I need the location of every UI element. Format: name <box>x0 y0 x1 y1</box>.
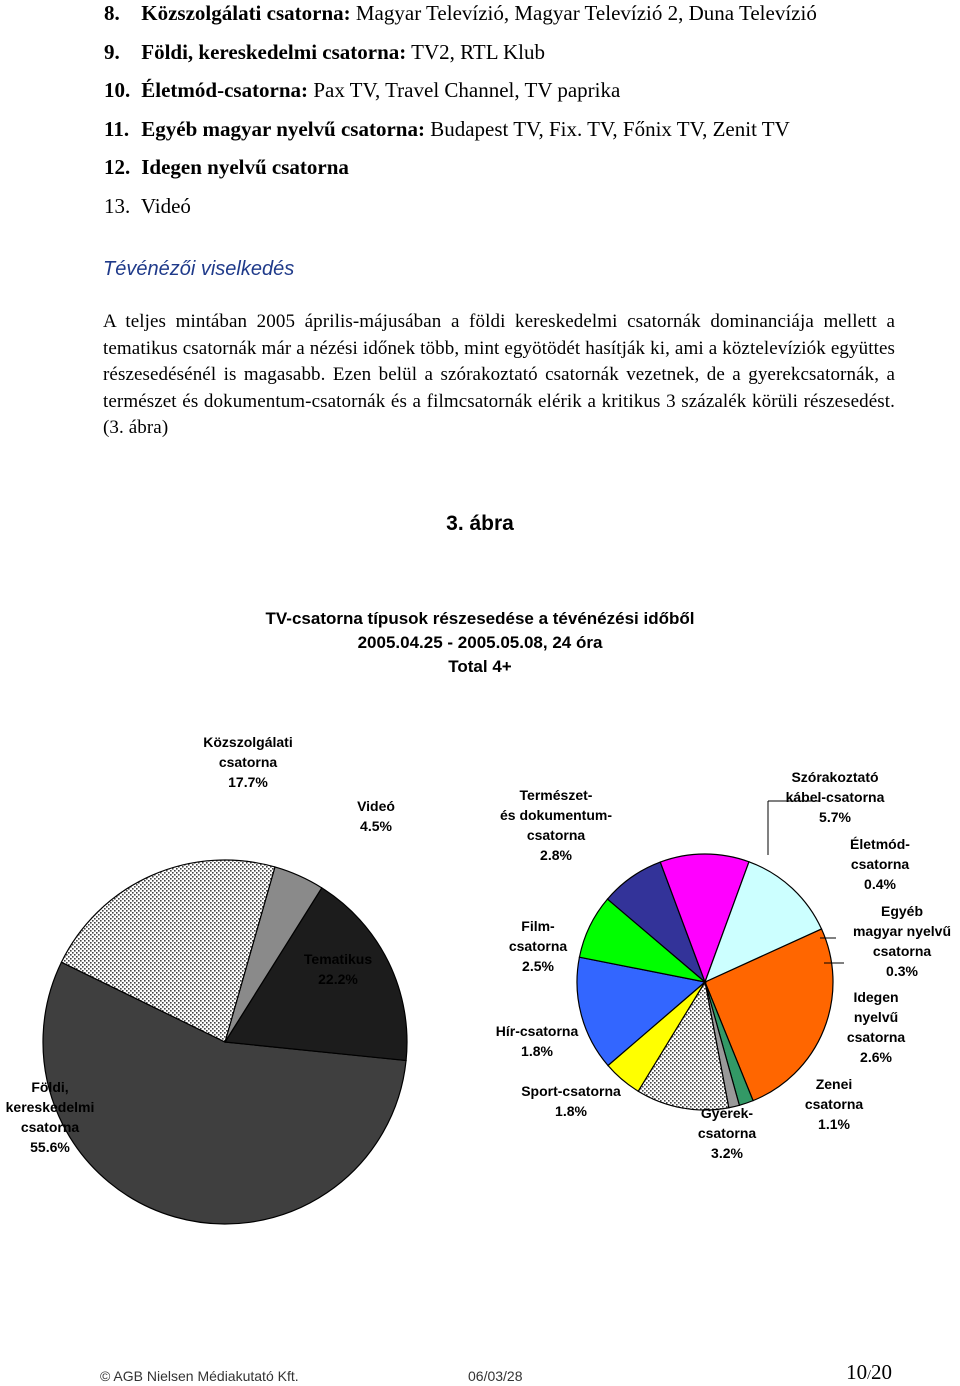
list-item-name: Életmód-csatorna: <box>141 78 309 102</box>
pie1-label-8: Film-csatorna 2.5% <box>508 918 568 974</box>
footer-copyright: © AGB Nielsen Médiakutató Kft. <box>100 1368 299 1384</box>
list-item-values: TV2, RTL Klub <box>411 39 546 64</box>
pie1-label-0: Szórakoztató kábel-csatorna 5.7% <box>785 769 885 825</box>
list-item-name: Idegen nyelvű csatorna <box>141 155 349 179</box>
pie0-label-0: Földi, kereskedelmi csatorna 55.6% <box>5 1079 95 1155</box>
figure-label: 3. ábra <box>446 512 514 535</box>
list-item-name: Egyéb magyar nyelvű csatorna: <box>141 116 425 141</box>
list-item-number: 11. <box>104 116 130 141</box>
pie1-label-9: Természet-és dokumentum-csatorna 2.8% <box>499 787 613 863</box>
pie1-label-6: Sport-csatorna 1.8% <box>521 1083 621 1119</box>
pie1-label-4: Zenei csatorna 1.1% <box>804 1076 864 1132</box>
chart-title-line: TV-csatorna típusok részesedése a tévénézési időből <box>265 609 695 628</box>
pie0-label-1: Közszolgálati csatorna 17.7% <box>203 734 293 790</box>
pie1-label-2: Egyéb magyar nyelvű csatorna 0.3% <box>852 903 952 979</box>
section-title: Tévénézői viselkedés <box>103 258 295 280</box>
list-item-name: Földi, kereskedelmi csatorna: <box>141 39 407 64</box>
list-item-number: 12. <box>104 155 131 179</box>
list-item-values: Pax TV, Travel Channel, TV paprika <box>313 78 621 102</box>
list-item-values: Budapest TV, Fix. TV, Főnix TV, Zenit TV <box>430 116 790 141</box>
pie0-label-2: Videó 4.5% <box>357 798 395 834</box>
list-item-number: 10. <box>104 78 131 102</box>
pie1-label-1: Életmód-csatorna 0.4% <box>850 836 910 892</box>
body-paragraph: A teljes mintában 2005 április-májusában a földi kereskedelmi csatornák dominanciája mellett a tematikus csatornák már a nézési időnek több, mint egyötödét hasítják ki, ami a köztelevíziók együttes részesedésénél is magasabb. Ezen belül a szórakoztató csatornák vezetnek, de a gyerekcsatornák, a természet és dokumentum-csatornák és a filmcsatornák elérik a kritikus 3 százalék körüli részesedést. (3. ábra) <box>103 311 895 439</box>
list-item-name: Videó <box>140 193 191 218</box>
pie1-label-3: Idegen nyelvű csatorna 2.6% <box>846 989 906 1065</box>
list-item-number: 13. <box>104 193 131 218</box>
pie1-label-5: Gyerek-csatorna 3.2% <box>697 1105 757 1161</box>
page-total: 20 <box>871 1360 892 1384</box>
footer-date: 06/03/28 <box>468 1368 523 1384</box>
list-item-values: Magyar Televízió, Magyar Televízió 2, Duna Televízió <box>355 1 817 25</box>
list-item-number: 8. <box>104 1 120 25</box>
list-item-name: Közszolgálati csatorna: <box>141 1 351 25</box>
pie1-label-7: Hír-csatorna 1.8% <box>495 1023 579 1059</box>
thematic-pie <box>577 854 833 1110</box>
page-current: 10 <box>846 1360 868 1384</box>
list-item-number: 9. <box>104 39 120 64</box>
page-footer <box>100 1360 892 1386</box>
chart-subtitle-line: 2005.04.25 - 2005.05.08, 24 óra <box>357 633 603 652</box>
pie0-label-3: Tematikus 22.2% <box>303 951 373 987</box>
chart-audience-line: Total 4+ <box>448 657 512 676</box>
page-number: 10/20 <box>846 1360 892 1384</box>
main-pie <box>43 860 407 1224</box>
